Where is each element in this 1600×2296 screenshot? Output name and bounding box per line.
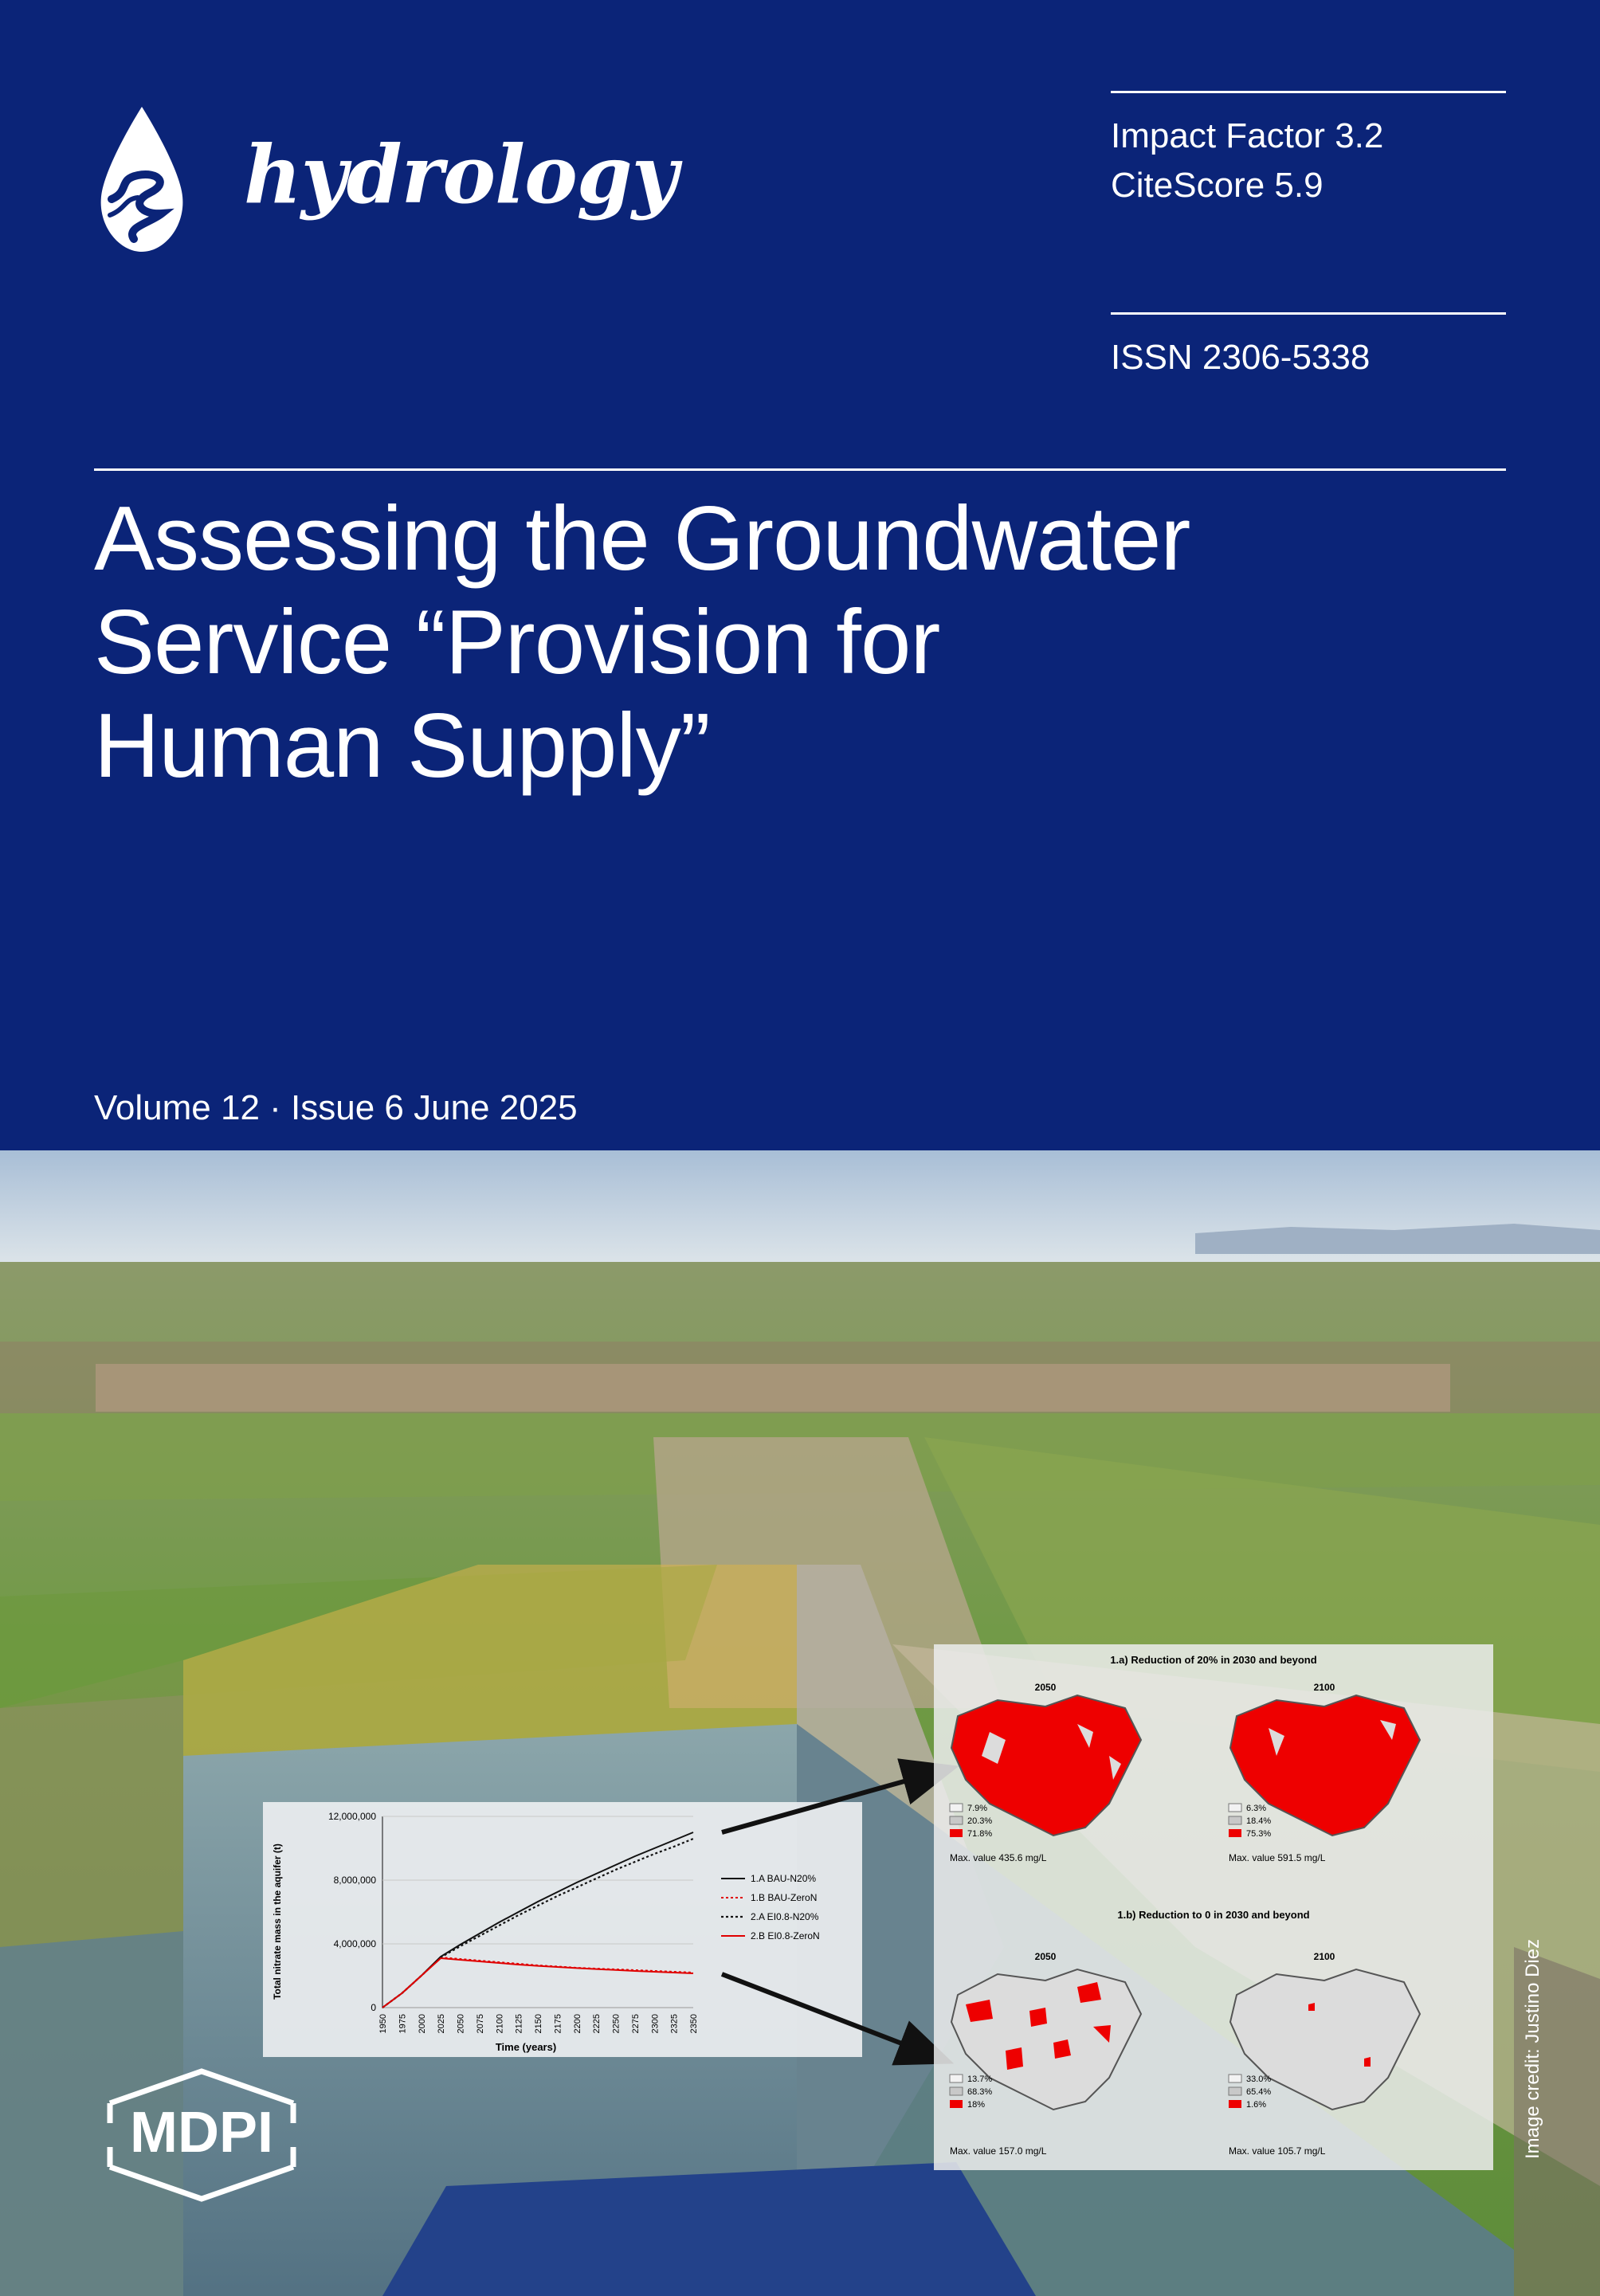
- x-tick-label: 2025: [437, 2014, 447, 2034]
- map-a1-year: 2050: [1034, 1682, 1057, 1693]
- x-tick-label: 2075: [475, 2014, 485, 2034]
- x-tick-label: 1950: [378, 2014, 388, 2034]
- x-tick-label: 2200: [572, 2014, 582, 2034]
- journal-name: hydrology: [244, 127, 677, 221]
- y-tick-label: 12,000,000: [327, 1811, 376, 1822]
- map-a2: [1230, 1695, 1420, 1836]
- legend-b2-pct1: 33.0%: [1246, 2075, 1272, 2084]
- legend-a2-pct2: 18.4%: [1246, 1816, 1272, 1826]
- legend-b2-pct2: 65.4%: [1246, 2087, 1272, 2097]
- x-tick-label: 2000: [417, 2014, 427, 2034]
- map-b1-year: 2050: [1034, 1951, 1057, 1962]
- legend-label: 1.B BAU-ZeroN: [751, 1892, 818, 1903]
- legend-b2-pct3: 1.6%: [1246, 2100, 1267, 2110]
- y-axis-label: Total nitrate mass in the aquifer (t): [272, 1843, 283, 2000]
- arrow-to-2050-map: [722, 1769, 950, 1832]
- legend-label: 1.A BAU-N20%: [751, 1873, 817, 1884]
- issue-info: Volume 12 · Issue 6 June 2025: [94, 1088, 578, 1127]
- x-tick-label: 2350: [689, 2014, 699, 2034]
- legend-a1-pct2: 20.3%: [967, 1816, 993, 1826]
- x-tick-label: 2300: [650, 2014, 661, 2034]
- maps-title-b: 1.b) Reduction to 0 in 2030 and beyond: [1117, 1909, 1310, 1921]
- y-tick-label: 0: [371, 2002, 376, 2013]
- legend-label: 2.B EI0.8-ZeroN: [751, 1930, 820, 1941]
- legend-a2-pct1: 6.3%: [1246, 1804, 1267, 1813]
- citescore: CiteScore 5.9: [1111, 166, 1324, 205]
- x-tick-label: 2150: [534, 2014, 543, 2034]
- image-credit: Image credit: Justino Diez: [1522, 1938, 1543, 2159]
- x-tick-label: 2125: [514, 2014, 524, 2034]
- impact-factor: Impact Factor 3.2: [1111, 116, 1384, 155]
- legend-b1-pct2: 68.3%: [967, 2087, 993, 2097]
- map-a1-max: Max. value 435.6 mg/L: [950, 1852, 1047, 1863]
- legend-b1-pct1: 13.7%: [967, 2075, 993, 2084]
- title-line-3: Human Supply”: [94, 695, 710, 797]
- issn: ISSN 2306-5338: [1111, 338, 1371, 377]
- x-tick-label: 2275: [630, 2014, 641, 2034]
- legend-a2-pct3: 75.3%: [1246, 1829, 1272, 1839]
- title-line-2: Service “Provision for: [94, 592, 940, 693]
- maps-title-a: 1.a) Reduction of 20% in 2030 and beyond: [1110, 1654, 1317, 1666]
- legend-a1-pct3: 71.8%: [967, 1829, 993, 1839]
- legend-label: 2.A EI0.8-N20%: [751, 1911, 819, 1922]
- maps-panel: [934, 1644, 1493, 2170]
- x-tick-label: 2100: [495, 2014, 505, 2034]
- arrow-to-2050-map-b: [722, 1974, 945, 2060]
- x-axis-label: Time (years): [495, 2041, 557, 2053]
- mdpi-logo-icon: [94, 2067, 309, 2203]
- x-tick-label: 2250: [611, 2014, 622, 2034]
- mdpi-name: MDPI: [130, 2101, 273, 2165]
- x-tick-label: 2050: [456, 2014, 466, 2034]
- map-a2-year: 2100: [1313, 1682, 1335, 1693]
- map-a2-max: Max. value 591.5 mg/L: [1229, 1852, 1326, 1863]
- title-line-1: Assessing the Groundwater: [94, 488, 1190, 590]
- legend-a1-pct1: 7.9%: [967, 1804, 988, 1813]
- map-b1-max: Max. value 157.0 mg/L: [950, 2145, 1047, 2157]
- legend-b1-pct3: 18%: [967, 2100, 986, 2110]
- y-tick-label: 4,000,000: [333, 1938, 376, 1949]
- map-b2-year: 2100: [1313, 1951, 1335, 1962]
- x-tick-label: 2225: [592, 2014, 602, 2034]
- x-tick-label: 2325: [669, 2014, 680, 2034]
- map-a1: [951, 1695, 1141, 1836]
- x-tick-label: 2175: [553, 2014, 563, 2034]
- y-tick-label: 8,000,000: [333, 1875, 376, 1886]
- map-b2-max: Max. value 105.7 mg/L: [1229, 2145, 1326, 2157]
- nitrate-maps: [934, 1644, 1493, 2170]
- x-tick-label: 1975: [398, 2014, 408, 2034]
